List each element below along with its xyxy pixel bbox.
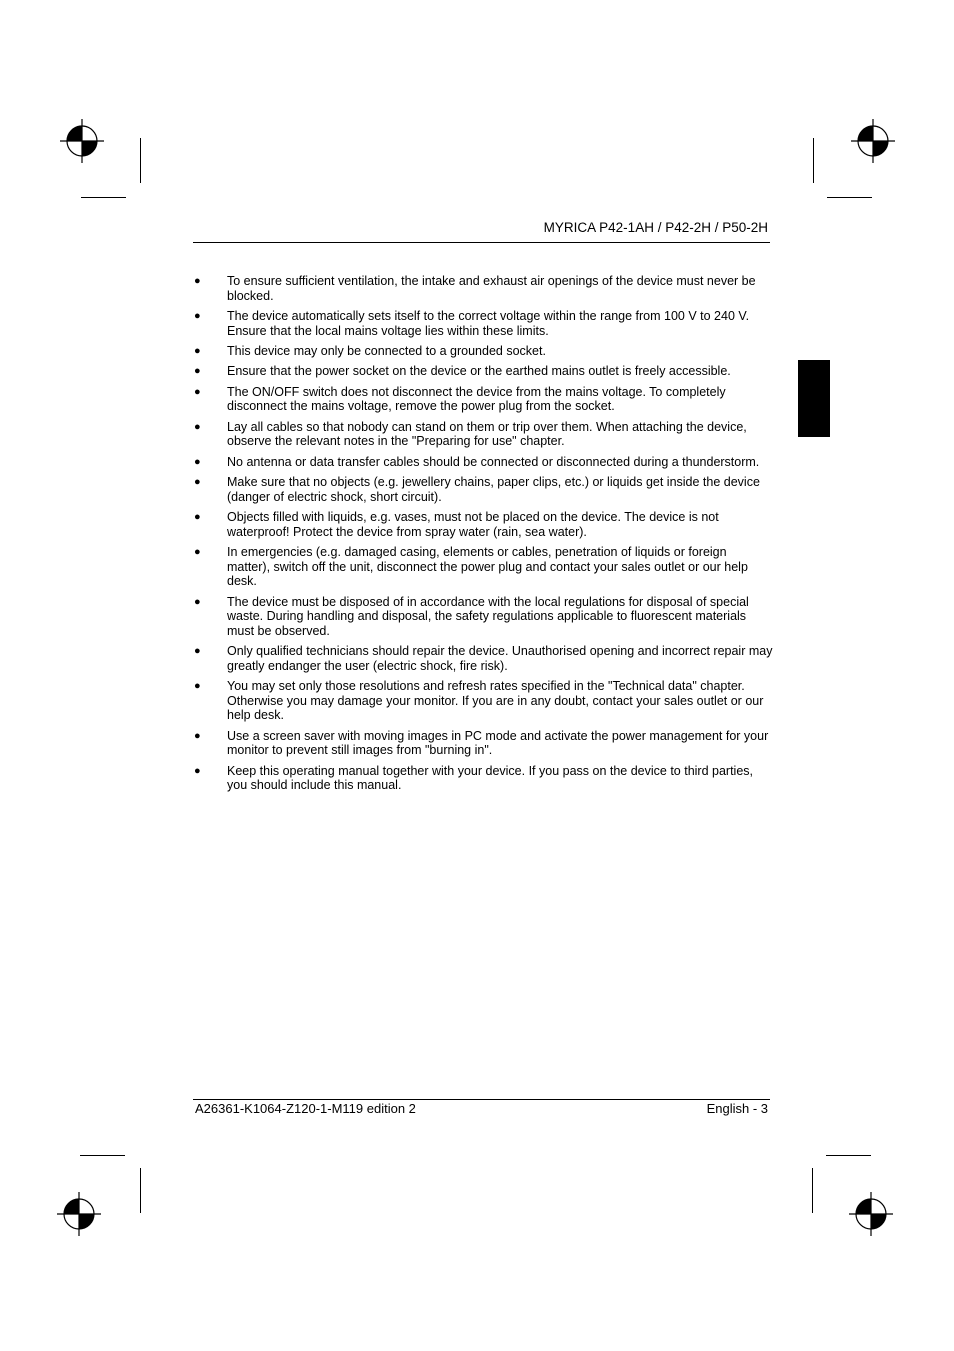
- footer-document-id: A26361-K1064-Z120-1-M119 edition 2: [195, 1101, 416, 1116]
- safety-notes-list: [193, 274, 773, 799]
- bullet-icon: ●: [194, 645, 201, 658]
- bullet-icon: ●: [194, 420, 201, 433]
- list-item: [193, 420, 773, 449]
- list-item-text: The ON/OFF switch does not disconnect the device from the mains voltage. To completely disconnect the mains voltage, remove the power plug from the socket.: [227, 384, 726, 414]
- list-item: [193, 510, 773, 539]
- registration-mark-bottom-right-icon: [849, 1192, 893, 1236]
- bullet-icon: ●: [194, 344, 201, 357]
- footer-rule: [193, 1099, 770, 1100]
- bullet-icon: ●: [194, 385, 201, 398]
- list-item-text: The device automatically sets itself to the correct voltage within the range from 100 V to 240 V. Ensure that the local mains voltage lies within these limits.: [227, 308, 750, 338]
- crop-line-top-right-vertical: [813, 138, 814, 183]
- list-item: [193, 309, 773, 338]
- crop-line-bottom-left-horizontal: [80, 1155, 125, 1156]
- bullet-icon: ●: [194, 729, 201, 742]
- list-item: [193, 385, 773, 414]
- bullet-icon: ●: [194, 546, 201, 559]
- bullet-icon: ●: [194, 764, 201, 777]
- bullet-icon: ●: [194, 511, 201, 524]
- registration-mark-top-right-icon: [851, 119, 895, 163]
- bullet-icon: ●: [194, 309, 201, 322]
- section-thumb-tab: [798, 360, 830, 437]
- list-item: [193, 729, 773, 758]
- bullet-icon: ●: [194, 595, 201, 608]
- list-item-text: In emergencies (e.g. damaged casing, elements or cables, penetration of liquids or foreign matter), switch off the unit, disconnect the power plug and contact your sales outlet or our help desk.: [227, 545, 748, 589]
- list-item-text: Only qualified technicians should repair the device. Unauthorised opening and incorrect repair may greatly endanger the user (electric shock, fire risk).: [227, 644, 773, 673]
- list-item: [193, 344, 773, 359]
- list-item: [193, 679, 773, 723]
- list-item-text: To ensure sufficient ventilation, the intake and exhaust air openings of the device must never be blocked.: [227, 274, 756, 303]
- crop-line-bottom-left-vertical: [140, 1168, 141, 1213]
- bullet-icon: ●: [194, 476, 201, 489]
- list-item: [193, 475, 773, 504]
- crop-line-top-left-horizontal: [81, 197, 126, 198]
- bullet-icon: ●: [194, 365, 201, 378]
- bullet-icon: ●: [194, 275, 201, 287]
- list-item: [193, 364, 773, 379]
- page-header-title: MYRICA P42-1AH / P42-2H / P50-2H: [543, 220, 768, 235]
- crop-line-top-right-horizontal: [827, 197, 872, 198]
- header-rule: [193, 242, 770, 243]
- footer-page-label: English - 3: [706, 1101, 768, 1116]
- list-item: [193, 545, 773, 589]
- crop-line-bottom-right-vertical: [812, 1168, 813, 1213]
- list-item-text: Objects filled with liquids, e.g. vases, must not be placed on the device. The device is not waterproof! Protect the device from spray water (rain, sea water).: [227, 510, 719, 539]
- list-item-text: You may set only those resolutions and refresh rates specified in the "Technical data" chapter. Otherwise you may damage your monitor. If you are in any doubt, contact your sales outlet or our help desk.: [227, 679, 764, 723]
- list-item-text: Keep this operating manual together with your device. If you pass on the device to third parties, you should include this manual.: [227, 763, 754, 793]
- bullet-icon: ●: [194, 680, 201, 693]
- list-item-text: Lay all cables so that nobody can stand on them or trip over them. When attaching the device, observe the relevant notes in the "Preparing for use" chapter.: [227, 419, 747, 449]
- crop-line-bottom-right-horizontal: [826, 1155, 871, 1156]
- list-item-text: Use a screen saver with moving images in PC mode and activate the power management for your monitor to prevent still images from "burning in".: [227, 728, 769, 758]
- list-item-text: Ensure that the power socket on the device or the earthed mains outlet is freely accessible.: [227, 364, 731, 379]
- list-item-text: No antenna or data transfer cables should be connected or disconnected during a thunderstorm.: [227, 454, 760, 469]
- registration-mark-bottom-left-icon: [57, 1192, 101, 1236]
- list-item-text: Make sure that no objects (e.g. jewellery chains, paper clips, etc.) or liquids get inside the device (danger of electric shock, short circuit).: [227, 475, 760, 504]
- bullet-icon: ●: [194, 455, 201, 468]
- registration-mark-top-left-icon: [60, 119, 104, 163]
- crop-line-top-left-vertical: [140, 138, 141, 183]
- list-item: [193, 274, 773, 303]
- list-item-text: The device must be disposed of in accordance with the local regulations for disposal of special waste. During handling and disposal, the safety regulations applicable to fluorescent materials must be observed.: [227, 594, 749, 638]
- list-item: [193, 595, 773, 639]
- list-item: [193, 455, 773, 470]
- list-item: [193, 764, 773, 793]
- list-item-text: This device may only be connected to a grounded socket.: [227, 343, 546, 358]
- list-item: [193, 644, 773, 673]
